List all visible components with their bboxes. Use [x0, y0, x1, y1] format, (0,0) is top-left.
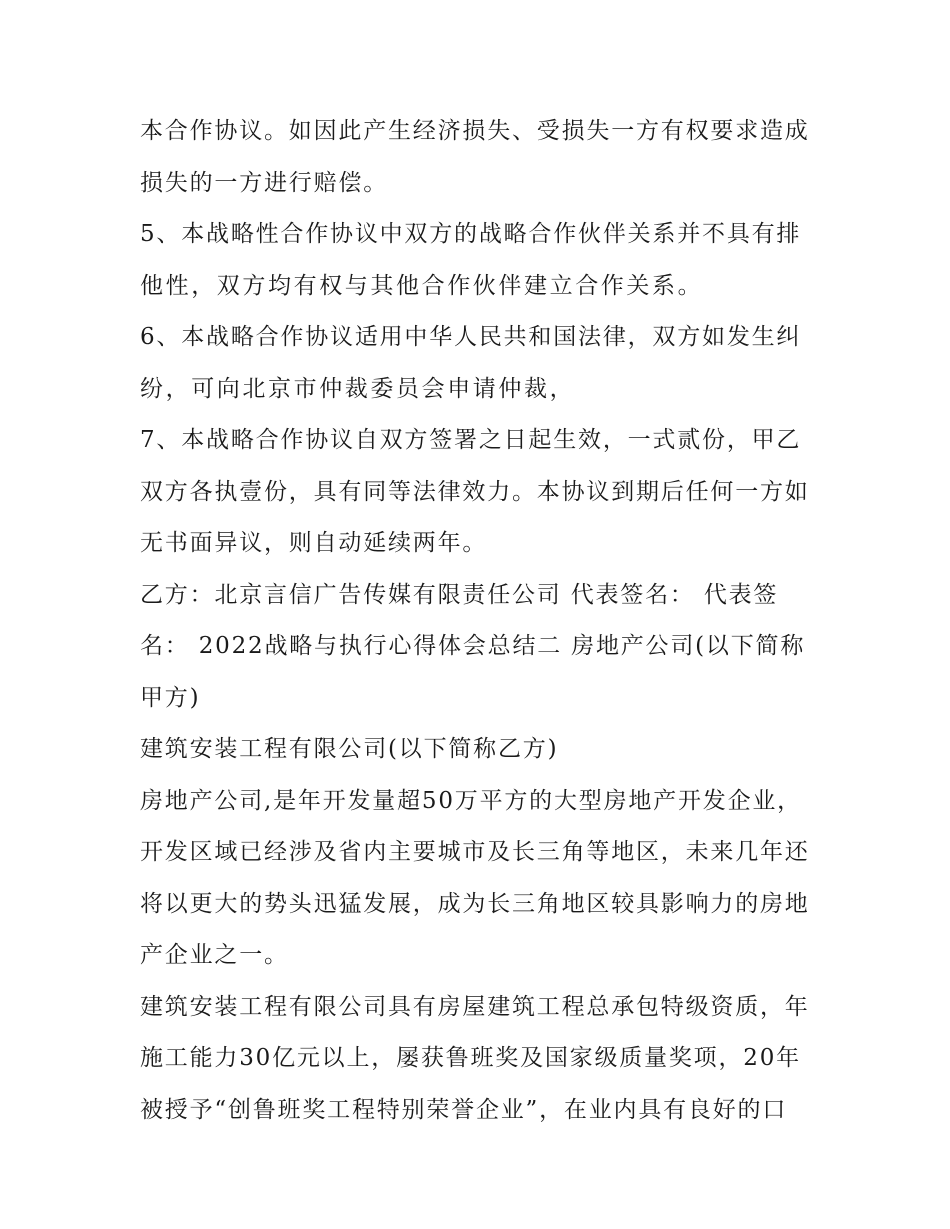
text-line: 开发区域已经涉及省内主要城市及长三角等地区，未来几年还: [140, 839, 810, 865]
text-line: 5、本战略性合作协议中双方的战略合作伙伴关系并不具有排: [140, 221, 802, 247]
text-line: 6、本战略合作协议适用中华人民共和国法律，双方如发生纠: [140, 324, 802, 350]
text-line: 将以更大的势头迅猛发展，成为长三角地区较具影响力的房地: [140, 890, 810, 917]
text-line: 建筑安装工程有限公司(以下简称乙方): [140, 736, 559, 762]
text-line: 无书面异议，则自动延续两年。: [140, 530, 488, 556]
document-body: [140, 106, 820, 1136]
text-line: 7、本战略合作协议自双方签署之日起生效，一式贰份，甲乙: [140, 427, 802, 453]
text-line: 本合作协议。如因此产生经济损失、受损失一方有权要求造成: [140, 118, 810, 144]
text-line: 名： 2022战略与执行心得体会总结二 房地产公司(以下简称: [140, 633, 806, 659]
text-line: 房地产公司,是年开发量超50万平方的大型房地产开发企业，: [140, 787, 802, 814]
text-line: 他性，双方均有权与其他合作伙伴建立合作关系。: [140, 272, 704, 299]
text-line: 产企业之一。: [140, 942, 289, 968]
text-line: 被授予“创鲁班奖工程特别荣誉企业”，在业内具有良好的口: [140, 1096, 788, 1123]
text-line: 甲方): [140, 684, 201, 711]
text-line: 纷，可向北京市仲裁委员会申请仲裁，: [140, 375, 576, 402]
text-line: 双方各执壹份，具有同等法律效力。本协议到期后任何一方如: [140, 478, 810, 505]
text-line: 施工能力30亿元以上，屡获鲁班奖及国家级质量奖项，20年: [140, 1045, 801, 1071]
text-line: 建筑安装工程有限公司具有房屋建筑工程总承包特级资质，年: [140, 993, 810, 1020]
text-line: 乙方：北京言信广告传媒有限责任公司 代表签名： 代表签: [140, 581, 779, 608]
text-line: 损失的一方进行赔偿。: [140, 169, 388, 196]
